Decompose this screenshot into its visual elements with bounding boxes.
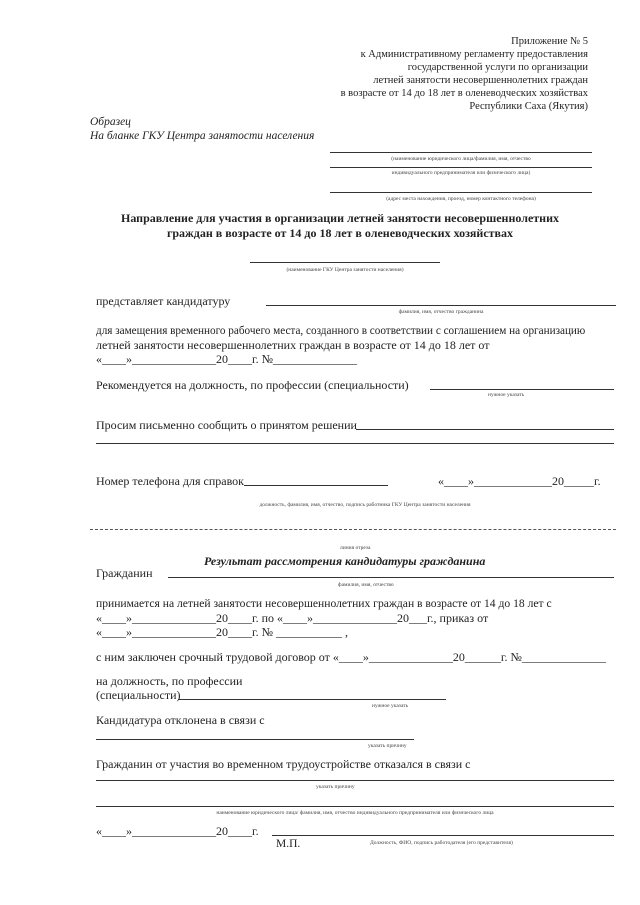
recipient-hint-3: (адрес места нахождения, проезд, номер контактного телефона) xyxy=(386,196,536,202)
document-title-line-2: граждан в возрасте от 14 до 18 лет в оленеводческих хозяйствах xyxy=(166,226,514,240)
appendix-line-4: летней занятости несовершеннолетних граждан xyxy=(373,75,588,86)
signature-hint: Должность, ФИО, подпись работодателя (его представителя) xyxy=(370,840,513,846)
center-name-line[interactable] xyxy=(250,262,440,263)
accepted-line-3: «____»______________20____г. № ___________ , xyxy=(96,625,349,639)
recipient-address-line[interactable] xyxy=(330,192,592,193)
sample-label: Образец xyxy=(90,116,131,128)
signature-line[interactable] xyxy=(272,835,614,836)
stamp-label: М.П. xyxy=(276,838,301,850)
position-hint: нужное указать xyxy=(372,703,409,709)
appendix-line-3: государственной услуги по организации xyxy=(407,62,588,73)
appendix-line-2: к Административному регламенту предоставления xyxy=(360,49,588,60)
candidate-hint: фамилия, имя, отчество гражданина xyxy=(398,309,484,315)
recommend-hint: нужное указать xyxy=(488,392,525,398)
candidate-name-line[interactable] xyxy=(266,305,616,306)
refused-hint: указать причину xyxy=(316,784,355,790)
appendix-line-6: Республики Саха (Якутия) xyxy=(469,101,588,112)
rejected-line[interactable] xyxy=(96,739,414,740)
appendix-line-5: в возрасте от 14 до 18 лет в оленеводческих хозяйствах xyxy=(340,88,588,99)
recipient-name-line-2[interactable] xyxy=(330,167,592,168)
rejected-hint: указать причину xyxy=(368,743,407,749)
accepted-line-1: принимается на летней занятости несовершеннолетних граждан в возрасте от 14 до 18 лет с xyxy=(96,597,552,610)
recommend-line[interactable] xyxy=(430,389,614,390)
position-line-2: (специальности) xyxy=(96,688,181,702)
result-date: «____»______________20____г. xyxy=(96,824,259,838)
request-line-1[interactable] xyxy=(356,429,614,430)
replacement-line-2: летней занятости несовершеннолетних граждан в возрасте от 14 до 18 лет от xyxy=(96,338,490,352)
phone-line[interactable] xyxy=(244,485,388,486)
recommend-label: Рекомендуется на должность, по профессии (специальности) xyxy=(96,378,409,392)
phone-signature-hint: должность, фамилия, имя, отчество, подпись работника ГКУ Центра занятости населения xyxy=(259,502,471,508)
result-title: Результат рассмотрения кандидатуры гражданина xyxy=(204,554,486,568)
replacement-line-1: для замещения временного рабочего места, созданного в соответствии с соглашением на организацию xyxy=(96,325,586,337)
phone-label: Номер телефона для справок xyxy=(96,474,245,488)
contract-line: с ним заключен срочный трудовой договор от «____»______________20______г. №______________ xyxy=(96,650,606,664)
cut-hint: линия отреза xyxy=(340,545,371,551)
refused-line[interactable] xyxy=(96,780,614,781)
rejected-label: Кандидатура отклонена в связи с xyxy=(96,713,265,727)
cut-line xyxy=(90,529,616,530)
citizen-name-line[interactable] xyxy=(168,577,614,578)
position-line[interactable] xyxy=(178,699,446,700)
refused-label: Гражданин от участия во временном трудоустройстве отказался в связи с xyxy=(96,757,471,771)
recipient-hint-2: индивидуального предпринимателя или физического лица) xyxy=(391,170,531,176)
position-line-1: на должность, по профессии xyxy=(96,674,243,688)
employer-line[interactable] xyxy=(96,806,614,807)
center-name-hint: (наименование ГКУ Центра занятости населения) xyxy=(286,267,404,273)
recipient-hint-1: (наименование юридического лица/фамилия, имя, отчество xyxy=(391,156,531,162)
document-title-line-1: Направление для участия в организации летней занятости несовершеннолетних xyxy=(121,211,559,225)
candidate-label: представляет кандидатуру xyxy=(96,294,231,308)
request-line-2[interactable] xyxy=(96,443,614,444)
citizen-hint: фамилия, имя, отчество xyxy=(338,582,394,588)
appendix-line-1: Приложение № 5 xyxy=(511,36,588,47)
citizen-label: Гражданин xyxy=(96,566,153,580)
accepted-line-2: «____»______________20____г. по «____»______________20___г., приказ от xyxy=(96,611,489,625)
recipient-name-line[interactable] xyxy=(330,152,592,153)
phone-date: «____»_____________20_____г. xyxy=(438,474,601,488)
replacement-line-3: «____»______________20____г. №______________ xyxy=(96,352,358,366)
employer-hint: наименование юридического лица/ фамилия, имя, отчество индивидуального предпринимателя или физического лица xyxy=(216,810,494,816)
request-label: Просим письменно сообщить о принятом решении xyxy=(96,418,357,432)
blank-label: На бланке ГКУ Центра занятости населения xyxy=(90,130,315,142)
